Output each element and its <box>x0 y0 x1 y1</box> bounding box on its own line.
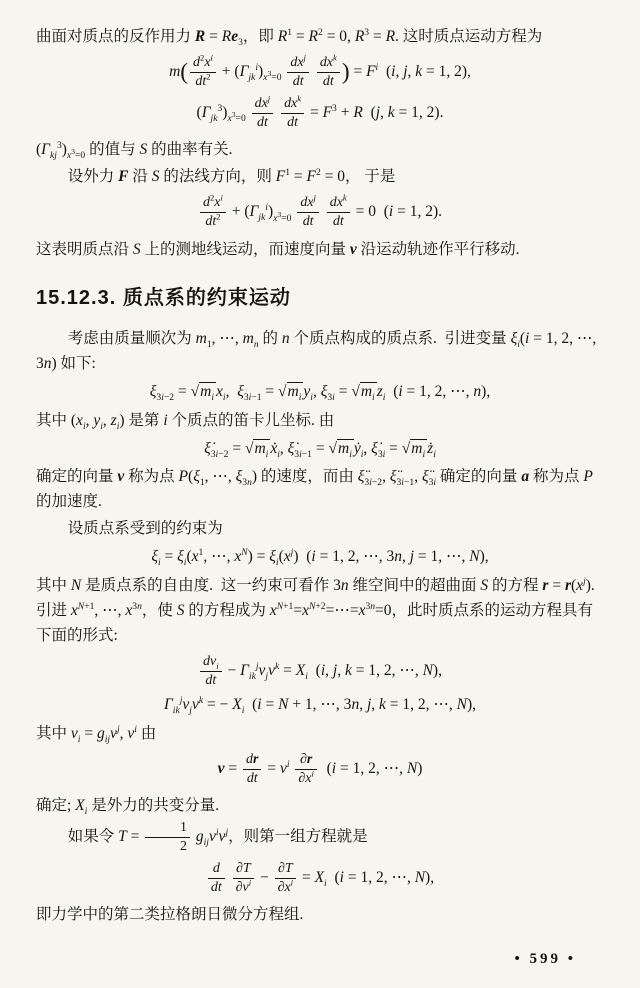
equation-geodesic: $\frac{d^2x^i}{dt^2}$ + $(\Gamma_{jk}^i)_{x^3=0}$ $\frac{dx^j}{dt}$ $\frac{dx^k}{dt}$ = 0 (i = 1, 2). <box>36 195 604 230</box>
paragraph-velocity-acceleration: 确定的向量 v 称为点 $P(\xi_1$, ⋯, $\xi_{3n}$) 的速度，而由 $\xï_{3i-2}$, $\xï_{3i-1}$, $\xï_{3i}$ 确定的向量 a 称为点 P 的加速度. <box>36 468 597 511</box>
paragraph-reaction-force: 曲面对质点的反作用力 $R = Re_3$，即 $R^1 = R^2 = 0$, $R^3 = R$. 这时质点运动方程为 <box>36 26 543 49</box>
equation-motion-normal: $(\Gamma_{jk}^3)_{x^3=0}$ $\frac{dx^j}{dt}$ $\frac{dx^k}{dt}$ = $F^3 + R$ (j, k = 1, 2). <box>196 93 444 131</box>
equation-motion-first-group: $\frac{dv_i}{dt}$ − $\Gamma_{ik}^jv_jv^k = X_i$ (i, j, k = 1, 2, ⋯, N), <box>36 654 604 689</box>
paragraph-curvature-note: $(\Gamma_{kj}^3)_{x^3=0}$ 的值与 S 的曲率有关. <box>36 140 233 162</box>
equation-lagrange: $\frac{d}{dt}$ $\frac{\partial T}{\partial v^i}$ − $\frac{\partial T}{\partial x^i}$ = $X_i$ (i = 1, 2, ⋯, N), <box>36 861 604 896</box>
page-number: • 599 • <box>514 951 576 967</box>
equation-xi-definition: $\xi_{3i-2} = √m_i$ $x_i$, $\xi_{3i-1} = √m_i$ $y_i$, $\xi_{3i} = √m_i$ $z_i$ (i = 1, 2, ⋯, n), <box>149 383 491 404</box>
paragraph-degrees-of-freedom: 其中 N 是质点系的自由度. 这一约束可看作 3n 维空间中的超曲面 S 的方程 $r = r(x^j)$. 引进 $x^{N+1}$, ⋯, $x^{3n}$，使 S 的方程成为 $x^{N+1}=x^{N+2}=\cdots=x^{3n}=0$，此时质点系的运动方程具有下面的形式: <box>36 575 603 645</box>
equation-motion-second-group: $\Gamma_{ik}^jv_jv^k$ = − $X_i$ (i = N + 1, ⋯, 3n, j, k = 1, 2, ⋯, N), <box>163 695 477 717</box>
paragraph-system-intro: 考虑由质量顺次为 $m_1$, ⋯, $m_n$ 的 n 个质点构成的质点系. 引进变量 $\xi_i(i = 1$, 2, ⋯, 3n) 如下: <box>36 330 601 373</box>
paragraph-determined-note: 确定; $X_i$ 是外力的共变分量. <box>36 796 220 817</box>
paragraph-kinetic-energy: 如果令 T = $\frac{1}{2}$ $g_{ij}v^iv^j$，则第一组方程就是 <box>67 819 368 854</box>
paragraph-cartesian-coords: 其中 ($x_i$, $y_i$, $z_i$) 是第 i 个质点的笛卡儿坐标. 由 <box>36 411 335 432</box>
equation-motion-tangential: m( $\frac{d^2x^i}{dt^2}$ + $(\Gamma_{jk}^i)_{x^3=0}$ $\frac{dx^j}{dt}$ $\frac{dx^k}{dt}$ ) = $F^i$ (i, j, k = 1, 2), <box>169 52 471 90</box>
paragraph-covariant-velocity: 其中 $v_i = g_{ij}v^j$, $v^i$ 由 <box>36 723 157 745</box>
paragraph-constraint-intro: 设质点系受到的约束为 <box>67 520 223 538</box>
paragraph-lagrange-note: 即力学中的第二类拉格朗日微分方程组. <box>36 905 304 923</box>
equation-velocity-vector: v = $\frac{dr}{dt}$ = $v^i$ $\frac{\partial r}{\partial x^i}$ (i = 1, 2, ⋯, N) <box>217 751 423 786</box>
paragraph-geodesic-note: 这表明质点沿 S 上的测地线运动，而速度向量 v 沿运动轨迹作平行移动. <box>36 240 520 258</box>
equation-xi-dot: $\xi̇_{3i-2} = √m_i$ ẋ$_i$, $\xi̇_{3i-1} = √m_i$ ẏ$_i$, $\xi̇_{3i} = √m_i$ $ż_i$ <box>204 439 436 460</box>
section-heading: 15.12.3. 质点系的约束运动 <box>36 286 291 309</box>
paragraph-normal-force: 设外力 F 沿 S 的法线方向，则 $F^1 = F^2 = 0$， 于是 <box>67 167 396 186</box>
equation-constraint: $\xi_i = \xi_i(x^1$, ⋯, $x^N) = \xi_i(x^j)$ (i = 1, 2, ⋯, 3n, j = 1, ⋯, N), <box>151 547 489 569</box>
